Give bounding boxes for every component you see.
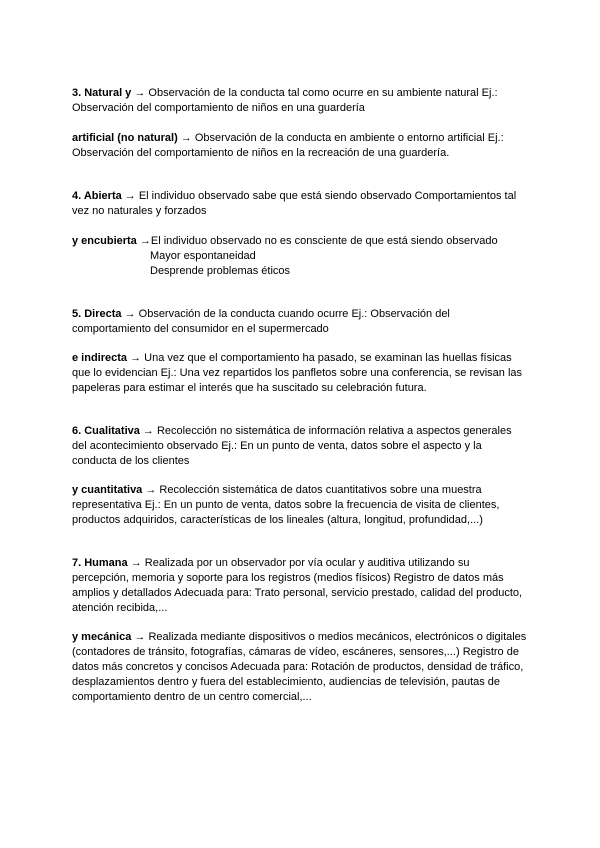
sub-espontaneidad: Mayor espontaneidad: [150, 250, 256, 262]
section-4-encubierta: [72, 234, 528, 279]
section-3-natural: [72, 86, 528, 116]
term-humana: 7. Humana: [72, 557, 128, 569]
sub-problemas-eticos: Desprende problemas éticos: [150, 265, 291, 277]
text-natural: → Observación de la conducta tal como ocurre en su ambiente natural Ej.: Observación del comportamiento de niños en una guardería: [72, 87, 498, 114]
term-cuantitativa: y cuantitativa: [72, 484, 143, 496]
section-6-cualitativa: [72, 424, 528, 469]
term-encubierta: y encubierta: [72, 235, 137, 247]
text-cualitativa: → Recolección no sistemática de información relativa a aspectos generales del acontecimiento observado Ej.: En un punto de venta, datos sobre el aspecto y la conducta de los clientes: [72, 425, 512, 467]
section-7-mecanica: [72, 630, 528, 705]
term-directa: 5. Directa: [72, 308, 122, 320]
text-artificial: → Observación de la conducta en ambiente o entorno artificial Ej.: Observación del comportamiento de niños en la recreación de una guardería.: [72, 132, 504, 159]
text-cuantitativa: → Recolección sistemática de datos cuantitativos sobre una muestra representativa Ej.: En un punto de venta, datos sobre la frecuencia de visita de clientes, productos adquiridos, características de los lineales (altura, longitud, profundidad,...): [72, 484, 500, 526]
term-mecanica: y mecánica: [72, 631, 132, 643]
text-indirecta: → Una vez que el comportamiento ha pasado, se examinan las huellas físicas que lo evidencian Ej.: Una vez repartidos los panfletos sobre una conferencia, se revisan las papeleras para estimar el interés que ha suscitado su celebración futura.: [72, 352, 523, 394]
term-artificial: artificial (no natural): [72, 132, 178, 144]
section-4-abierta: [72, 189, 528, 219]
term-cualitativa: 6. Cualitativa: [72, 425, 140, 437]
text-directa: → Observación de la conducta cuando ocurre Ej.: Observación del comportamiento del consumidor en el supermercado: [72, 308, 450, 335]
section-3-artificial: [72, 131, 528, 161]
text-mecanica: → Realizada mediante dispositivos o medios mecánicos, electrónicos o digitales (contadores de tránsito, fotografías, cámaras de vídeo, escáneres, sensores,...) Registro de datos más concretos y concisos Adecuada para: Rotación de productos, densidad de tráfico, desplazamientos dentro y fuera del establecimiento, audiencias de televisión, pautas de comportamiento dentro de un centro comercial,...: [72, 631, 527, 703]
section-6-cuantitativa: [72, 483, 528, 528]
section-5-directa: [72, 307, 528, 337]
term-indirecta: e indirecta: [72, 352, 128, 364]
term-abierta: 4. Abierta: [72, 190, 122, 202]
term-natural: 3. Natural y: [72, 87, 132, 99]
text-humana: → Realizada por un observador por vía ocular y auditiva utilizando su percepción, memoria y soporte para los registros (medios físicos) Registro de datos más amplios y detallados Adecuada para: Trato personal, servicio prestado, calidad del producto, atención recibida,...: [72, 557, 523, 614]
section-5-indirecta: [72, 351, 528, 396]
text-encubierta: →El individuo observado no es consciente de que está siendo observado: [136, 235, 498, 247]
text-abierta: → El individuo observado sabe que está siendo observado Comportamientos tal vez no naturales y forzados: [72, 190, 517, 217]
section-7-humana: [72, 556, 528, 616]
